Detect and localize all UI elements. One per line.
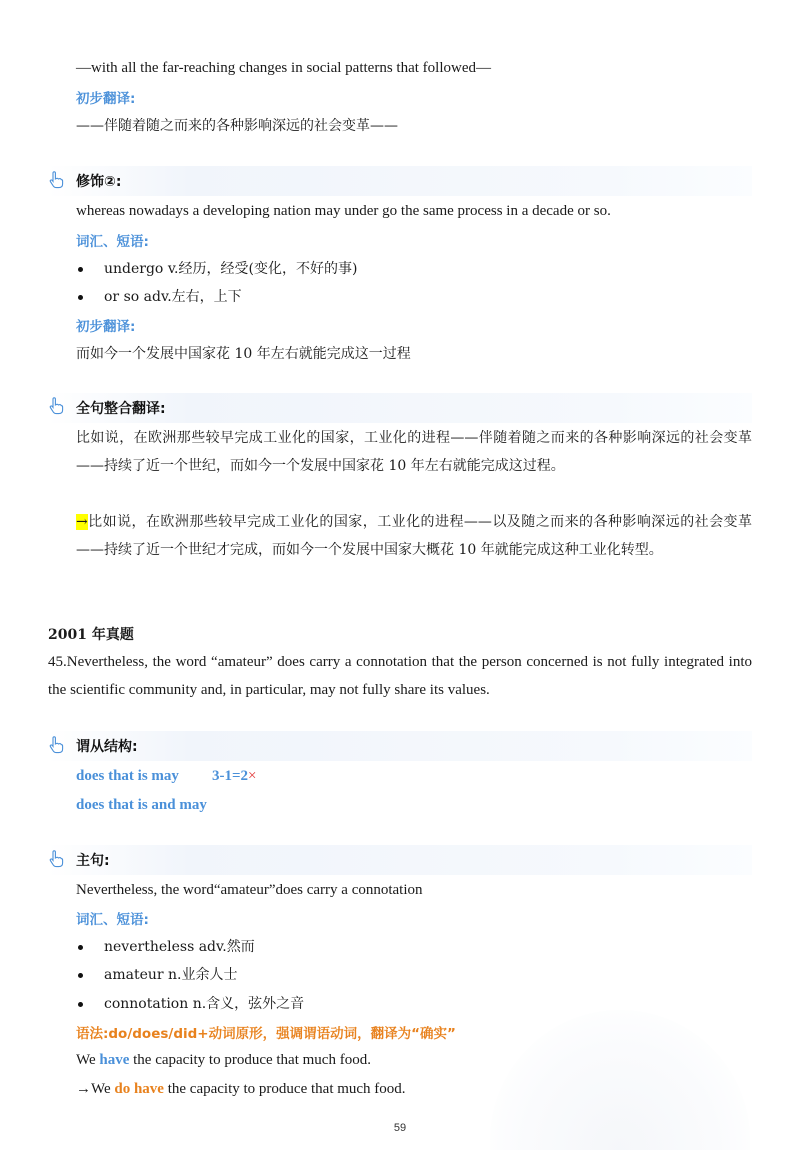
english-sentence: whereas nowadays a developing nation may under go the same process in a decade or so. [76, 203, 611, 219]
section-heading-bar [48, 166, 752, 196]
example-text: the capacity to produce that much food. [129, 1052, 371, 1068]
pointing-hand-icon [48, 736, 64, 754]
pointing-hand-icon [48, 850, 64, 868]
grammar-note: 语法:do/does/did+动词原形，强调谓语动词，翻译为“确实” [76, 1026, 456, 1042]
section-heading-full-translation: 全句整合翻译: [76, 401, 166, 417]
example-text: the capacity to produce that much food. [163, 1081, 406, 1097]
bullet-dot [78, 945, 83, 950]
vocab-item: undergo v.经历，经受(变化，不好的事) [104, 261, 358, 277]
structure-count [212, 766, 257, 786]
bullet-dot [78, 267, 83, 272]
example-text: We [76, 1052, 100, 1068]
bullet-dot [78, 973, 83, 978]
pointing-hand-icon [48, 397, 64, 415]
initial-translation-text: 而如今一个发展中国家花 10 年左右就能完成这一过程 [76, 346, 411, 362]
initial-translation-text: ——伴随着随之而来的各种影响深远的社会变革—— [76, 118, 398, 134]
revised-translation-text: 比如说，在欧洲那些较早完成工业化的国家，工业化的进程——以及随之而来的各种影响深远的社会变革——持续了近一个世纪才完成，而如今一个发展中国家大概花 10 年就能完成这种工业化转型。 [76, 514, 752, 558]
initial-translation-label: 初步翻译: [76, 319, 136, 335]
wrong-mark: × [248, 768, 257, 784]
revised-translation-paragraph [76, 508, 752, 564]
bullet-dot [78, 1002, 83, 1007]
main-clause-sentence: Nevertheless, the word“amateur”does carry a connotation [76, 882, 423, 898]
section-heading-predicate-structure: 谓从结构: [76, 739, 138, 755]
example-keyword: have [99, 1052, 130, 1068]
highlighted-arrow: → [76, 514, 88, 530]
structure-line-1: does that is may [76, 768, 179, 784]
section-heading-modifier: 修饰②: [76, 174, 122, 190]
page-number: 59 [393, 1122, 407, 1134]
full-translation-paragraph: 比如说，在欧洲那些较早完成工业化的国家，工业化的进程——伴随着随之而来的各种影响深远的社会变革——持续了近一个世纪，而如今一个发展中国家花 10 年左右就能完成这过程。 [76, 430, 752, 474]
vocab-item: nevertheless adv.然而 [104, 939, 255, 955]
vocab-item: connotation n.含义，弦外之音 [104, 996, 305, 1012]
initial-translation-label: 初步翻译: [76, 91, 136, 107]
example-sentence-2 [76, 1079, 406, 1099]
example-text: →We [76, 1081, 115, 1097]
exam-question-sentence: 45.Nevertheless, the word “amateur” does carry a connotation that the person concerned is not fully integrated into the scientific community and, in particular, may not fully share its values. [48, 654, 752, 698]
exam-year-heading: 2001 年真题 [48, 627, 134, 643]
bullet-dot [78, 295, 83, 300]
vocab-label: 词汇、短语: [76, 912, 149, 928]
structure-line-2: does that is and may [76, 797, 207, 813]
vocab-item: or so adv.左右，上下 [104, 289, 242, 305]
english-sentence-fragment: —with all the far-reaching changes in social patterns that followed— [76, 60, 491, 76]
example-sentence-1 [76, 1050, 371, 1070]
section-heading-main-clause: 主句: [76, 853, 110, 869]
vocab-item: amateur n.业余人士 [104, 967, 238, 983]
structure-count-calc: 3-1=2 [212, 768, 249, 784]
vocab-label: 词汇、短语: [76, 234, 149, 250]
section-heading-bar [48, 731, 752, 761]
example-emphasis-keyword: do have [114, 1081, 164, 1097]
pointing-hand-icon [48, 171, 64, 189]
section-heading-bar [48, 845, 752, 875]
